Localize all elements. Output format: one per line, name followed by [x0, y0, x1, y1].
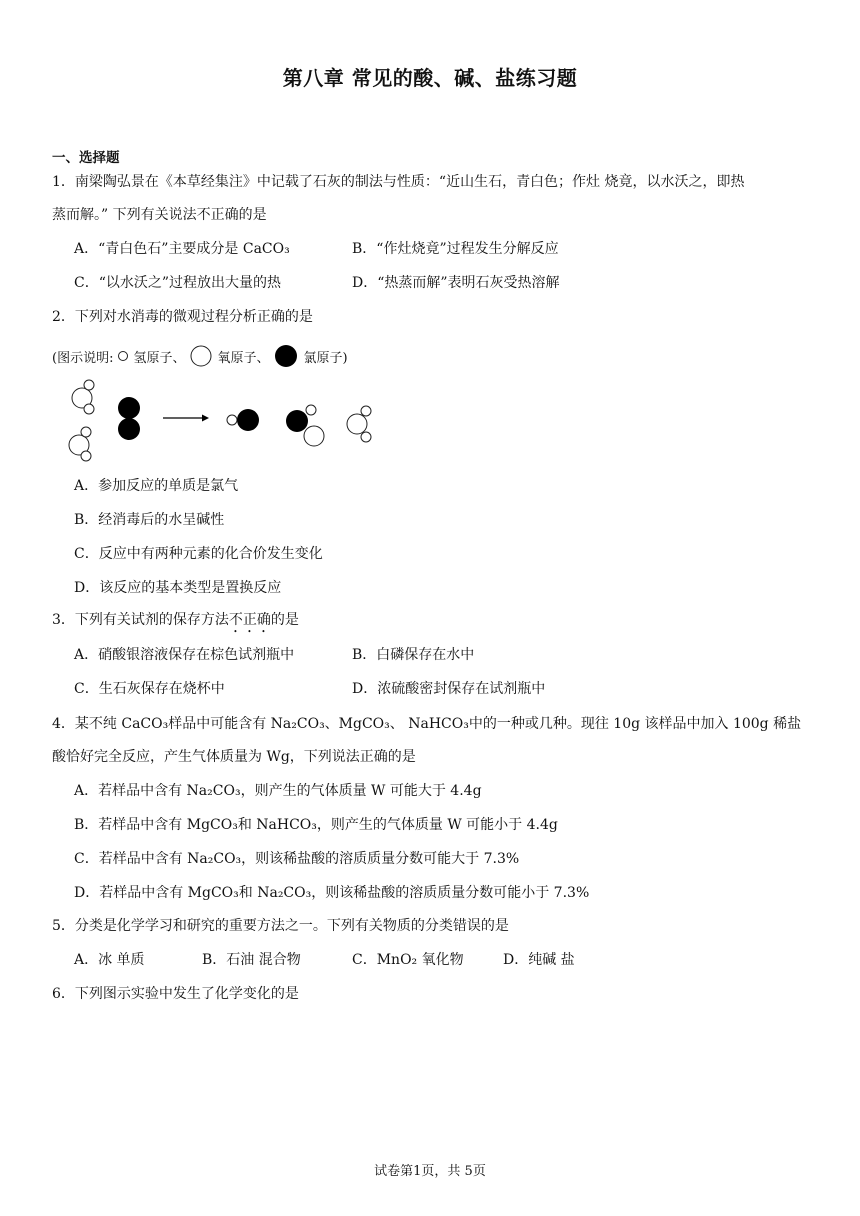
water-molecule-icon — [72, 380, 94, 414]
q4-option-c: C．若样品中含有 Na₂CO₃，则该稀盐酸的溶质质量分数可能大于 7.3% — [74, 851, 520, 867]
q2-option-a: A．参加反应的单质是氯气 — [74, 478, 239, 494]
hydrogen-atom-icon — [117, 350, 129, 362]
q3-option-b: B．白磷保存在水中 — [352, 647, 475, 663]
reaction-diagram — [60, 370, 390, 470]
q1-stem-line2: 蒸而解。” 下列有关说法不正确的是 — [52, 207, 267, 223]
chlorine-atom-icon — [273, 343, 299, 369]
q3-option-d: D．浓硫酸密封保存在试剂瓶中 — [352, 681, 546, 697]
q3-stem — [52, 610, 299, 636]
q1-option-c: C．“以水沃之”过程放出大量的热 — [74, 275, 282, 291]
q5-option-b: B．石油 混合物 — [202, 952, 301, 968]
q5-option-a: A．冰 单质 — [74, 952, 145, 968]
q5-option-d: D．纯碱 盐 — [503, 952, 575, 968]
q2-option-c: C．反应中有两种元素的化合价发生变化 — [74, 546, 323, 562]
reaction-arrow-icon — [163, 415, 209, 422]
q5-stem: 5．分类是化学学习和研究的重要方法之一。下列有关物质的分类错误的是 — [52, 918, 509, 934]
water-molecule-icon — [69, 427, 91, 461]
q3-stem-post: 的是 — [270, 612, 299, 628]
water-molecule-icon — [347, 406, 371, 442]
q1-option-d: D．“热蒸而解”表明石灰受热溶解 — [352, 275, 560, 291]
q3-option-a: A．硝酸银溶液保存在棕色试剂瓶中 — [74, 647, 295, 663]
q4-option-a: A．若样品中含有 Na₂CO₃，则产生的气体质量 W 可能大于 4.4g — [74, 783, 482, 799]
page-footer: 试卷第1页，共 5页 — [374, 1164, 486, 1179]
q4-option-d: D．若样品中含有 MgCO₃和 Na₂CO₃，则该稀盐酸的溶质质量分数可能小于 7.3% — [74, 885, 590, 901]
q6-stem: 6．下列图示实验中发生了化学变化的是 — [52, 986, 299, 1002]
q1-stem-line1: 1．南梁陶弘景在《本草经集注》中记载了石灰的制法与性质：“近山生石，青白色；作灶 烧竟，以水沃之，即热 — [52, 174, 745, 190]
page-title: 第八章 常见的酸、碱、盐练习题 — [282, 66, 578, 90]
q2-legend — [52, 343, 348, 369]
q2-option-b: B．经消毒后的水呈碱性 — [74, 512, 225, 528]
q3-option-c: C．生石灰保存在烧杯中 — [74, 681, 225, 697]
legend-chlorine-label: 氯原子) — [303, 350, 348, 366]
q3-stem-emphasis: 不正确 — [228, 612, 271, 628]
q4-stem-line1: 4．某不纯 CaCO₃样品中可能含有 Na₂CO₃、MgCO₃、 NaHCO₃中的一种或几种。现往 10g 该样品中加入 100g 稀盐 — [52, 716, 802, 732]
legend-prefix: (图示说明: — [52, 350, 114, 366]
hcl-molecule-icon — [227, 409, 259, 431]
q1-option-a: A．“青白色石”主要成分是 CaCO₃ — [74, 241, 290, 257]
legend-hydrogen-label: 氢原子、 — [133, 350, 186, 366]
oxygen-atom-icon — [189, 344, 213, 368]
legend-oxygen-label: 氧原子、 — [217, 350, 270, 366]
q1-option-b: B．“作灶烧竟”过程发生分解反应 — [352, 241, 559, 257]
q4-option-b: B．若样品中含有 MgCO₃和 NaHCO₃，则产生的气体质量 W 可能小于 4.4g — [74, 817, 558, 833]
q5-option-c: C．MnO₂ 氧化物 — [352, 952, 464, 968]
section-heading: 一、选择题 — [52, 150, 120, 166]
chlorine-molecule-icon — [118, 397, 140, 440]
q4-stem-line2: 酸恰好完全反应，产生气体质量为 Wg，下列说法正确的是 — [52, 749, 416, 765]
hclo-molecule-icon — [286, 405, 324, 446]
q3-stem-pre: 3．下列有关试剂的保存方法 — [52, 612, 229, 628]
q2-stem: 2．下列对水消毒的微观过程分析正确的是 — [52, 309, 313, 325]
q2-option-d: D．该反应的基本类型是置换反应 — [74, 580, 282, 596]
